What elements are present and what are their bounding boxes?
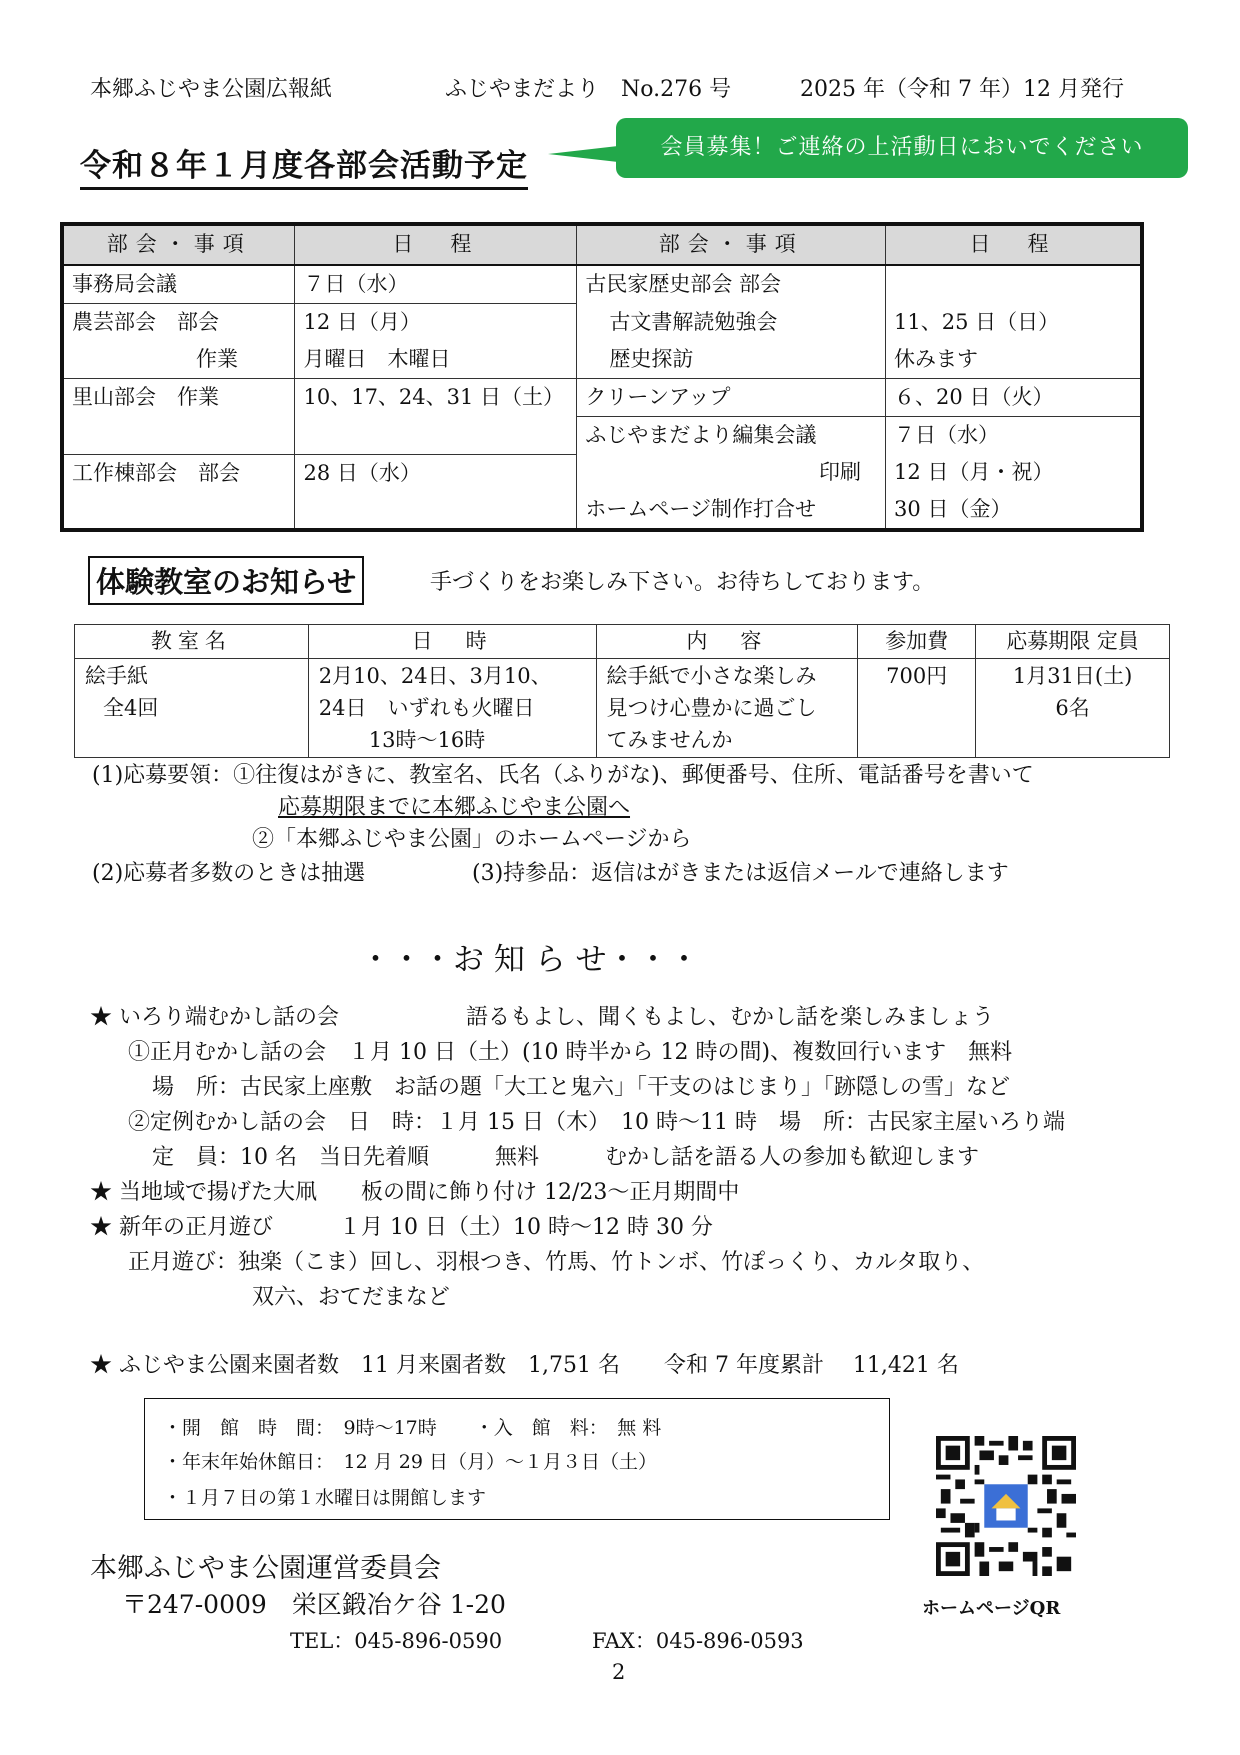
- org-name: 本郷ふじやま公園広報紙: [90, 77, 333, 102]
- col-header: 日 程: [886, 224, 1142, 265]
- col-header: 教室名: [75, 625, 309, 659]
- left-date: 12 日（月）: [295, 304, 577, 342]
- class-content: 見つけ心豊かに過ごし: [606, 696, 817, 720]
- class-fee: 700円: [886, 664, 948, 688]
- table-row: [62, 265, 1142, 304]
- opening-info-box: [144, 1398, 890, 1520]
- opening-hours: ・開 館 時 間： 9時〜17時 ・入 館 料： 無 料: [163, 1417, 662, 1439]
- table-row: [75, 659, 1170, 758]
- col-header: 参加費: [858, 625, 976, 659]
- left-item: 工作棟部会 部会: [62, 454, 295, 530]
- right-date: 12 日（月・祝）: [886, 454, 1142, 491]
- left-date: 10、17、24、31 日（土）: [295, 379, 577, 455]
- notice-line: ①正月むかし話の会 １月 10 日（土）(10 時半から 12 時の間)、複数回行います 無料: [128, 1040, 1013, 1065]
- table-row: [62, 454, 1142, 491]
- table-header-row: [62, 224, 1142, 265]
- right-date: ７日（水）: [886, 417, 1142, 455]
- right-item: 古民家歴史部会 部会: [577, 265, 886, 304]
- left-item: 作業: [62, 341, 295, 379]
- col-header: 部会・事項: [577, 224, 886, 265]
- schedule-title: 令和８年１月度各部会活動予定: [80, 140, 528, 190]
- activity-schedule-table: [60, 222, 1144, 532]
- right-item: 印刷: [577, 454, 886, 491]
- left-item: 事務局会議: [62, 265, 295, 304]
- notice-line: 双六、おてだまなど: [252, 1285, 450, 1310]
- table-row: [62, 341, 1142, 379]
- table-header-row: [75, 625, 1170, 659]
- application-note: (1)応募要領：①往復はがきに、教室名、氏名（ふりがな)、郵便番号、住所、電話番号を書いて: [92, 763, 1034, 788]
- notice-line: ★ 新年の正月遊び １月 10 日（土）10 時〜12 時 30 分: [90, 1215, 713, 1240]
- recruit-callout: 会員募集！ご連絡の上活動日においでください: [616, 118, 1188, 178]
- classes-table: [74, 624, 1170, 758]
- right-item: 歴史探訪: [577, 341, 886, 379]
- class-deadline: 1月31日(土): [1012, 664, 1133, 688]
- right-item: ホームページ制作打合せ: [577, 491, 886, 530]
- open-note: ・１月７日の第１水曜日は開館します: [163, 1487, 487, 1509]
- classes-title: 体験教室のお知らせ: [88, 556, 364, 605]
- left-item: 農芸部会 部会: [62, 304, 295, 342]
- col-header: 部会・事項: [62, 224, 295, 265]
- fax-number: FAX：045-896-0593: [592, 1629, 804, 1653]
- left-item: 里山部会 作業: [62, 379, 295, 455]
- class-date: 24日 いずれも火曜日: [318, 696, 535, 720]
- class-time: 13時〜16時: [368, 728, 486, 752]
- col-header: 日 時: [308, 625, 596, 659]
- right-date: 11、25 日（日）: [886, 304, 1142, 342]
- homepage-qr-code[interactable]: [936, 1436, 1076, 1576]
- notice-line: ★ 当地域で揚げた大凧 板の間に飾り付け 12/23〜正月期間中: [90, 1180, 740, 1205]
- page-number: 2: [612, 1660, 626, 1684]
- notice-line: 正月遊び：独楽（こま）回し、羽根つき、竹馬、竹トンボ、竹ぽっくり、カルタ取り、: [128, 1250, 985, 1275]
- right-date: [886, 265, 1142, 304]
- committee-name: 本郷ふじやま公園運営委員会: [90, 1553, 441, 1584]
- class-capacity: 6名: [1055, 696, 1090, 720]
- table-row: [62, 304, 1142, 342]
- address: 〒247-0009 栄区鍛冶ケ谷 1-20: [122, 1590, 506, 1619]
- application-note: ②「本郷ふじやま公園」のホームページから: [252, 827, 692, 852]
- left-date: 28 日（水）: [295, 454, 577, 530]
- class-sessions: 全4回: [103, 696, 159, 720]
- notice-line: ②定例むかし話の会 日 時：１月 15 日（木） 10 時〜11 時 場 所：古民家主屋いろり端: [128, 1110, 1065, 1135]
- col-header: 日 程: [295, 224, 577, 265]
- table-row: [62, 379, 1142, 417]
- notice-line: 定 員：10 名 当日先着順 無料 むかし話を語る人の参加も歓迎します: [152, 1145, 979, 1170]
- right-item: クリーンアップ: [577, 379, 886, 417]
- issue-date: 2025 年（令和 7 年）12 月発行: [800, 77, 1124, 102]
- right-item: ふじやまだより編集会議: [577, 417, 886, 455]
- class-content: てみませんか: [606, 728, 733, 752]
- class-date: 2月10、24日、3月10、: [318, 664, 552, 688]
- notice-line: ★ いろり端むかし話の会: [90, 1005, 339, 1030]
- tel-number: TEL：045-896-0590: [290, 1629, 503, 1653]
- holiday-closure: ・年末年始休館日： 12 月 29 日（月）〜１月３日（土）: [163, 1451, 657, 1473]
- right-date: ６、20 日（火）: [886, 379, 1142, 417]
- bring-note: (3)持参品：返信はがきまたは返信メールで連絡します: [472, 861, 1009, 886]
- right-date: 休みます: [886, 341, 1142, 379]
- notice-line: 場 所：古民家上座敷 お話の題「大工と鬼六」「干支のはじまり」「跡隠しの雪」など: [152, 1075, 1011, 1100]
- col-header: 内 容: [596, 625, 858, 659]
- notices-heading: ・・・お 知 ら せ・・・: [360, 942, 700, 978]
- qr-label: ホームページQR: [922, 1598, 1061, 1619]
- col-header: 応募期限 定員: [976, 625, 1170, 659]
- callout-tail: [548, 146, 618, 162]
- notice-line: 語るもよし、聞くもよし、むかし話を楽しみましょう: [466, 1005, 995, 1030]
- newsletter-number: ふじやまだより No.276 号: [445, 77, 732, 102]
- right-date: 30 日（金）: [886, 491, 1142, 530]
- application-note: 応募期限までに本郷ふじやま公園へ: [278, 795, 631, 820]
- visitor-count: ★ ふじやま公園来園者数 11 月来園者数 1,751 名 令和 7 年度累計 11,421 名: [90, 1353, 959, 1378]
- left-date: ７日（水）: [295, 265, 577, 304]
- lottery-note: (2)応募者多数のときは抽選: [92, 861, 366, 886]
- class-name: 絵手紙: [85, 664, 148, 688]
- right-item: 古文書解読勉強会: [577, 304, 886, 342]
- left-date: 月曜日 木曜日: [295, 341, 577, 379]
- classes-subtitle: 手づくりをお楽しみ下さい。お待ちしております。: [430, 570, 935, 595]
- class-content: 絵手紙で小さな楽しみ: [606, 664, 817, 688]
